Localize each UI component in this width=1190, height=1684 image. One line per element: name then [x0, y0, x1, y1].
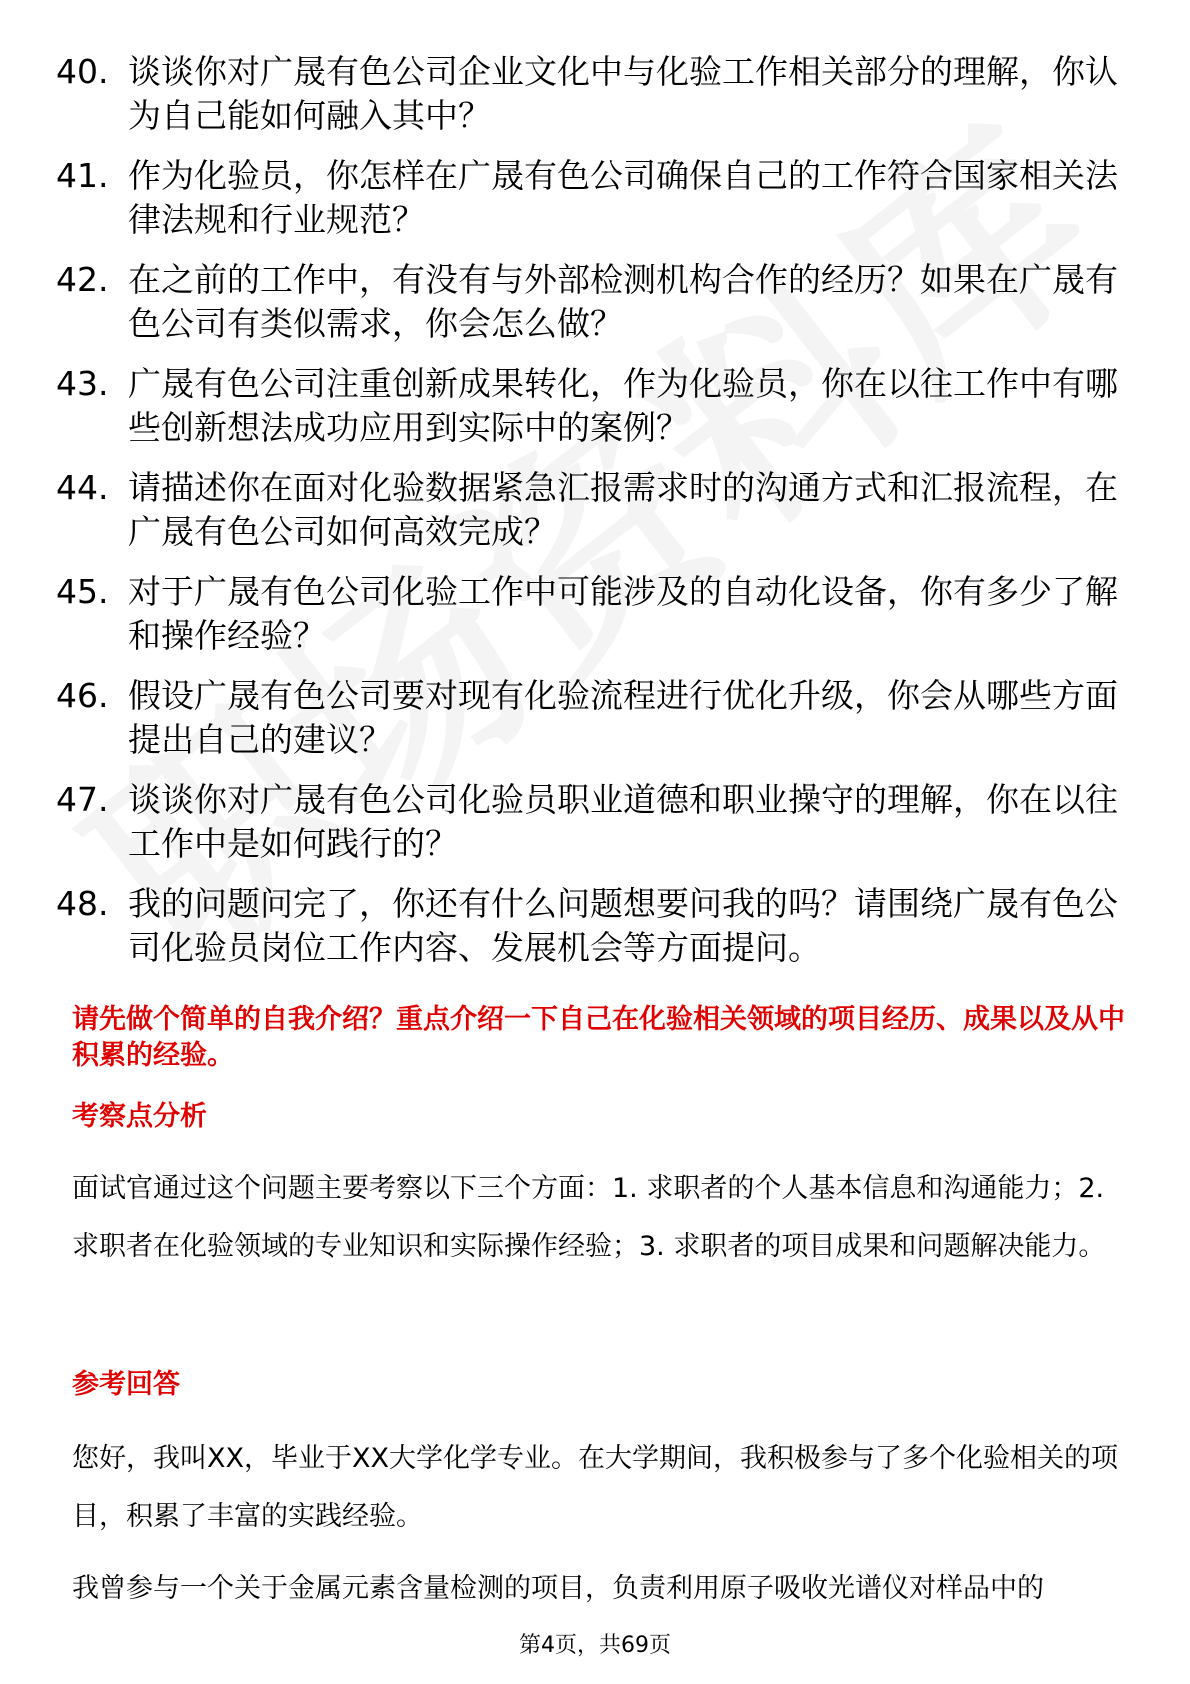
analysis-text: 面试官通过这个问题主要考察以下三个方面：1. 求职者的个人基本信息和沟通能力；2. 求职者在化验领域的专业知识和实际操作经验；3. 求职者的项目成果和问题解决能力。 — [72, 1173, 1106, 1262]
reference-paragraph: 您好，我叫XX，毕业于XX大学化学专业。在大学期间，我积极参与了多个化验相关的项目，积累了丰富的实践经验。 — [72, 1443, 1118, 1532]
question-number: 40. — [56, 52, 109, 91]
question-item — [56, 258, 1136, 346]
question-number: 48. — [56, 884, 109, 923]
question-text: 广晟有色公司注重创新成果转化，作为化验员，你在以往工作中有哪些创新想法成功应用到实际中的案例？ — [128, 364, 1118, 447]
reference-title: 参考回答 — [72, 1369, 180, 1400]
question-text: 谈谈你对广晟有色公司化验员职业道德和职业操守的理解，你在以往工作中是如何践行的？ — [128, 780, 1118, 863]
question-number: 42. — [56, 260, 109, 299]
question-item — [56, 362, 1136, 450]
question-item — [56, 154, 1136, 242]
question-text: 假设广晟有色公司要对现有化验流程进行优化升级，你会从哪些方面提出自己的建议？ — [128, 676, 1118, 759]
featured-question: 请先做个简单的自我介绍？重点介绍一下自己在化验相关领域的项目经历、成果以及从中积累的经验。 — [72, 1004, 1125, 1071]
question-text: 请描述你在面对化验数据紧急汇报需求时的沟通方式和汇报流程，在广晟有色公司如何高效完成？ — [128, 468, 1118, 551]
question-item — [56, 50, 1136, 138]
question-number: 45. — [56, 572, 109, 611]
question-item — [56, 778, 1136, 866]
analysis-title: 考察点分析 — [72, 1101, 207, 1132]
question-text: 在之前的工作中，有没有与外部检测机构合作的经历？如果在广晟有色公司有类似需求，你会怎么做？ — [128, 260, 1118, 343]
question-text: 对于广晟有色公司化验工作中可能涉及的自动化设备，你有多少了解和操作经验？ — [128, 572, 1118, 655]
question-number: 43. — [56, 364, 109, 403]
question-number: 41. — [56, 156, 109, 195]
question-item — [56, 466, 1136, 554]
question-item — [56, 882, 1136, 970]
question-number: 46. — [56, 676, 109, 715]
question-list — [56, 50, 1136, 986]
question-number: 47. — [56, 780, 109, 819]
question-item — [56, 570, 1136, 658]
question-text: 作为化验员，你怎样在广晟有色公司确保自己的工作符合国家相关法律法规和行业规范？ — [128, 156, 1118, 239]
reference-paragraph: 我曾参与一个关于金属元素含量检测的项目，负责利用原子吸收光谱仪对样品中的 — [72, 1573, 1044, 1604]
page-footer: 第4页，共69页 — [519, 1633, 671, 1658]
question-item — [56, 674, 1136, 762]
question-number: 44. — [56, 468, 109, 507]
question-text: 我的问题问完了，你还有什么问题想要问我的吗？请围绕广晟有色公司化验员岗位工作内容、发展机会等方面提问。 — [128, 884, 1118, 967]
question-text: 谈谈你对广晟有色公司企业文化中与化验工作相关部分的理解，你认为自己能如何融入其中？ — [128, 52, 1118, 135]
